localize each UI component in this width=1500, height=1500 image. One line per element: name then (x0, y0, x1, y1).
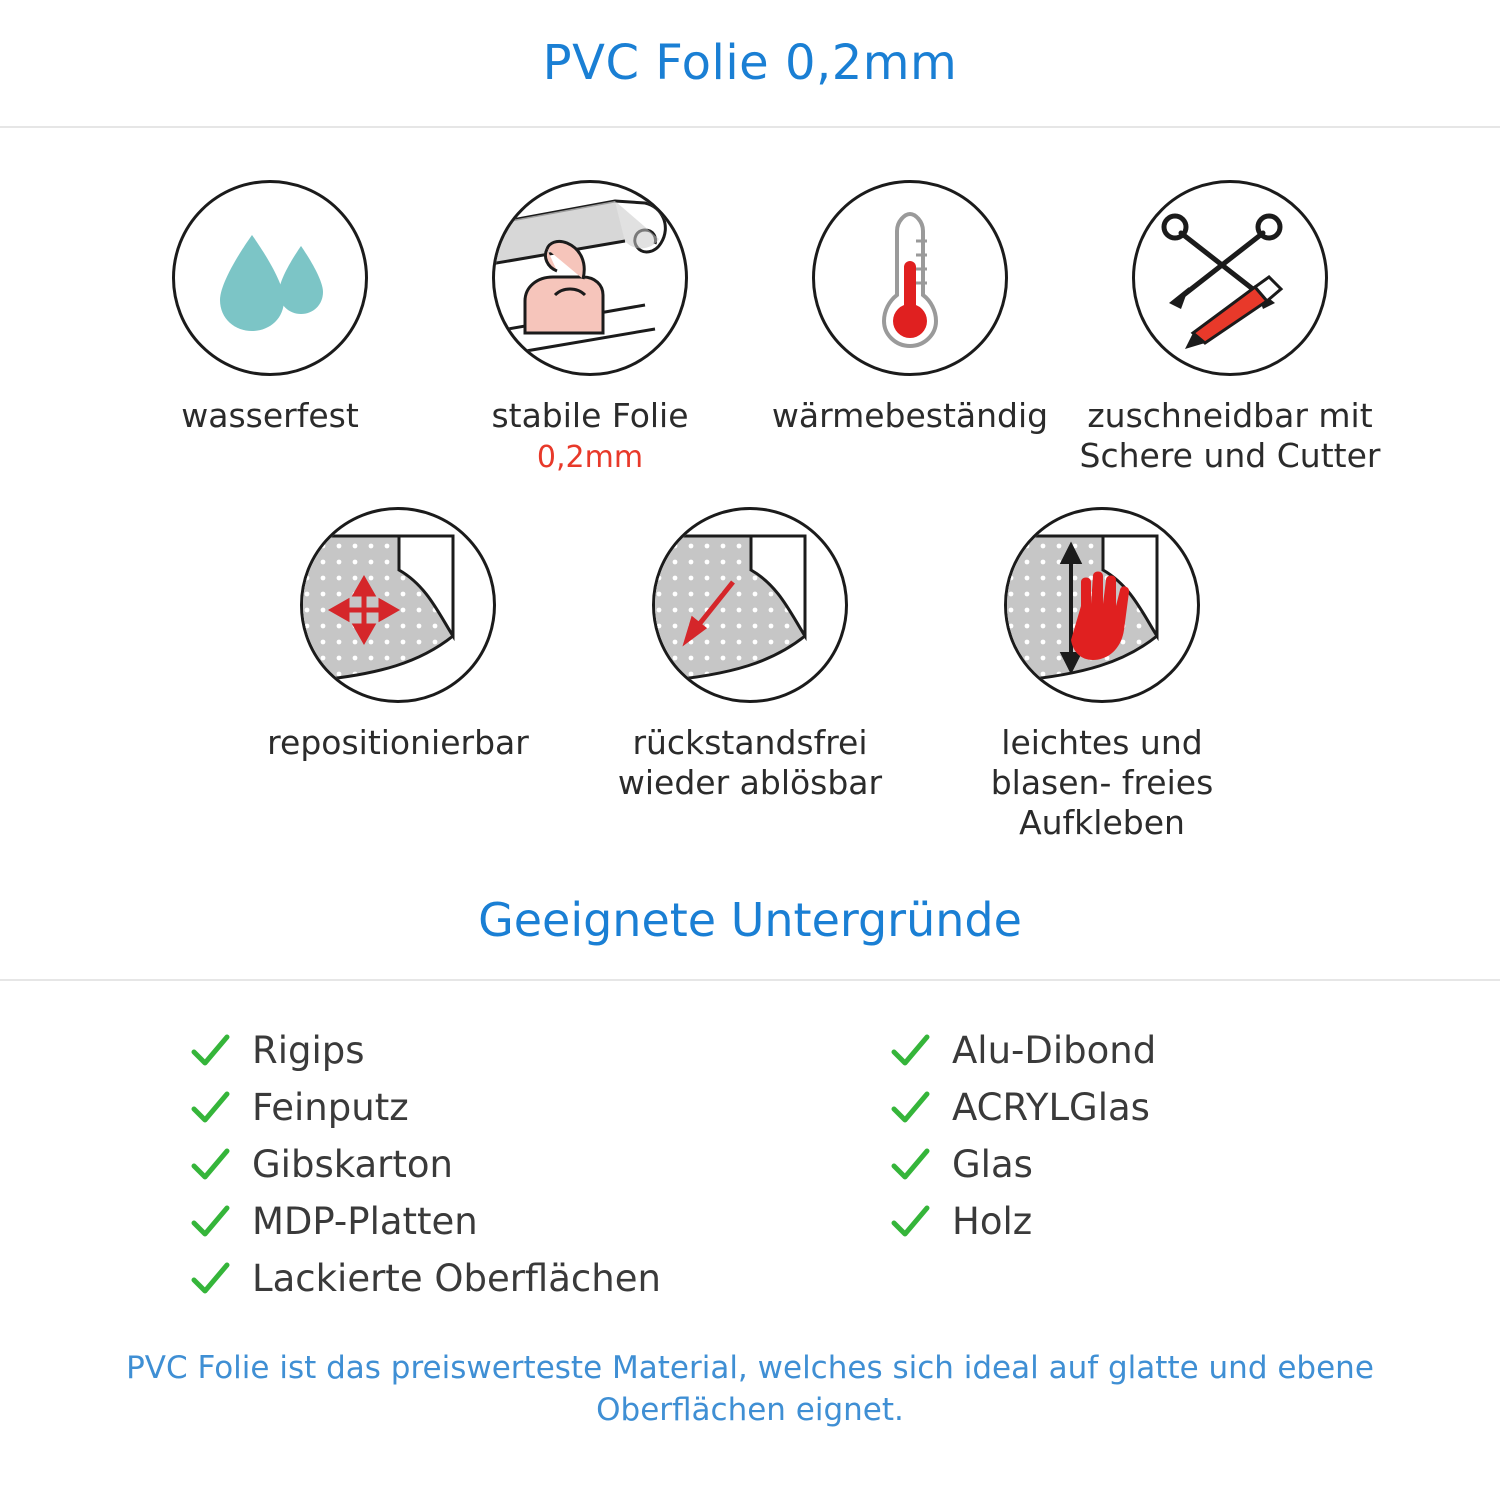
check-icon (190, 1088, 230, 1128)
section-header (0, 893, 1500, 981)
feature-row-2 (0, 507, 1500, 844)
list-item-label: Alu-Dibond (952, 1029, 1157, 1073)
feature-label: wärmebeständig (771, 396, 1049, 435)
footnote-text: PVC Folie ist das preiswerteste Material, welches sich ideal auf glatte und ebene Oberflächen eignet. (126, 1350, 1374, 1429)
check-icon (890, 1145, 930, 1185)
feature-label: zuschneidbar mit Schere und Cutter (1079, 396, 1381, 476)
feature-row-1 (0, 180, 1500, 481)
list-item (190, 1029, 810, 1072)
list-item (190, 1257, 810, 1300)
flexing-arm-film-icon (492, 180, 688, 376)
list-item-label: Feinputz (252, 1086, 409, 1130)
reposition-arrows-icon (300, 507, 496, 703)
feature-label: wasserfest (181, 396, 359, 435)
list-item-label: Lackierte Oberflächen (252, 1257, 661, 1301)
page-header (0, 0, 1500, 128)
check-icon (190, 1145, 230, 1185)
feature-rueckstandsfrei (574, 507, 926, 804)
check-icon (190, 1202, 230, 1242)
features-section (0, 128, 1500, 843)
feature-aufkleben (926, 507, 1278, 844)
check-icon (190, 1031, 230, 1071)
list-item-label: Gibskarton (252, 1143, 453, 1187)
list-item (890, 1086, 1310, 1129)
list-item (890, 1200, 1310, 1243)
feature-label: leichtes und blasen- freies Aufkleben (990, 722, 1214, 842)
feature-label: rückstandsfrei wieder ablösbar (617, 722, 883, 802)
feature-sublabel: 0,2mm (536, 440, 644, 476)
list-item (190, 1086, 810, 1129)
hand-smoothing-icon (1004, 507, 1200, 703)
list-item-label: MDP-Platten (252, 1200, 478, 1244)
list-item (190, 1143, 810, 1186)
check-icon (190, 1259, 230, 1299)
section-title: Geeignete Untergründe (478, 893, 1022, 948)
feature-stabile-folie (430, 180, 750, 475)
check-icon (890, 1031, 930, 1071)
list-item-label: ACRYLGlas (952, 1086, 1150, 1130)
list-item (890, 1029, 1310, 1072)
list-item-label: Glas (952, 1143, 1033, 1187)
page-title: PVC Folie 0,2mm (542, 35, 958, 91)
list-item (190, 1200, 810, 1243)
substrates-column-left (190, 1029, 810, 1300)
feature-label: stabile Folie (491, 396, 689, 435)
check-icon (890, 1088, 930, 1128)
substrates-column-right (890, 1029, 1310, 1300)
peel-off-arrow-icon (652, 507, 848, 703)
substrates-section (0, 981, 1500, 1300)
check-icon (890, 1202, 930, 1242)
scissors-cutter-icon (1132, 180, 1328, 376)
feature-waermebestaendig (750, 180, 1070, 440)
list-item (890, 1143, 1310, 1186)
feature-zuschneidbar (1070, 180, 1390, 481)
feature-wasserfest (110, 180, 430, 440)
feature-label: repositionierbar (267, 722, 529, 762)
water-drops-icon (172, 180, 368, 376)
thermometer-icon (812, 180, 1008, 376)
list-item-label: Holz (952, 1200, 1033, 1244)
feature-repositionierbar (222, 507, 574, 763)
list-item-label: Rigips (252, 1029, 365, 1073)
